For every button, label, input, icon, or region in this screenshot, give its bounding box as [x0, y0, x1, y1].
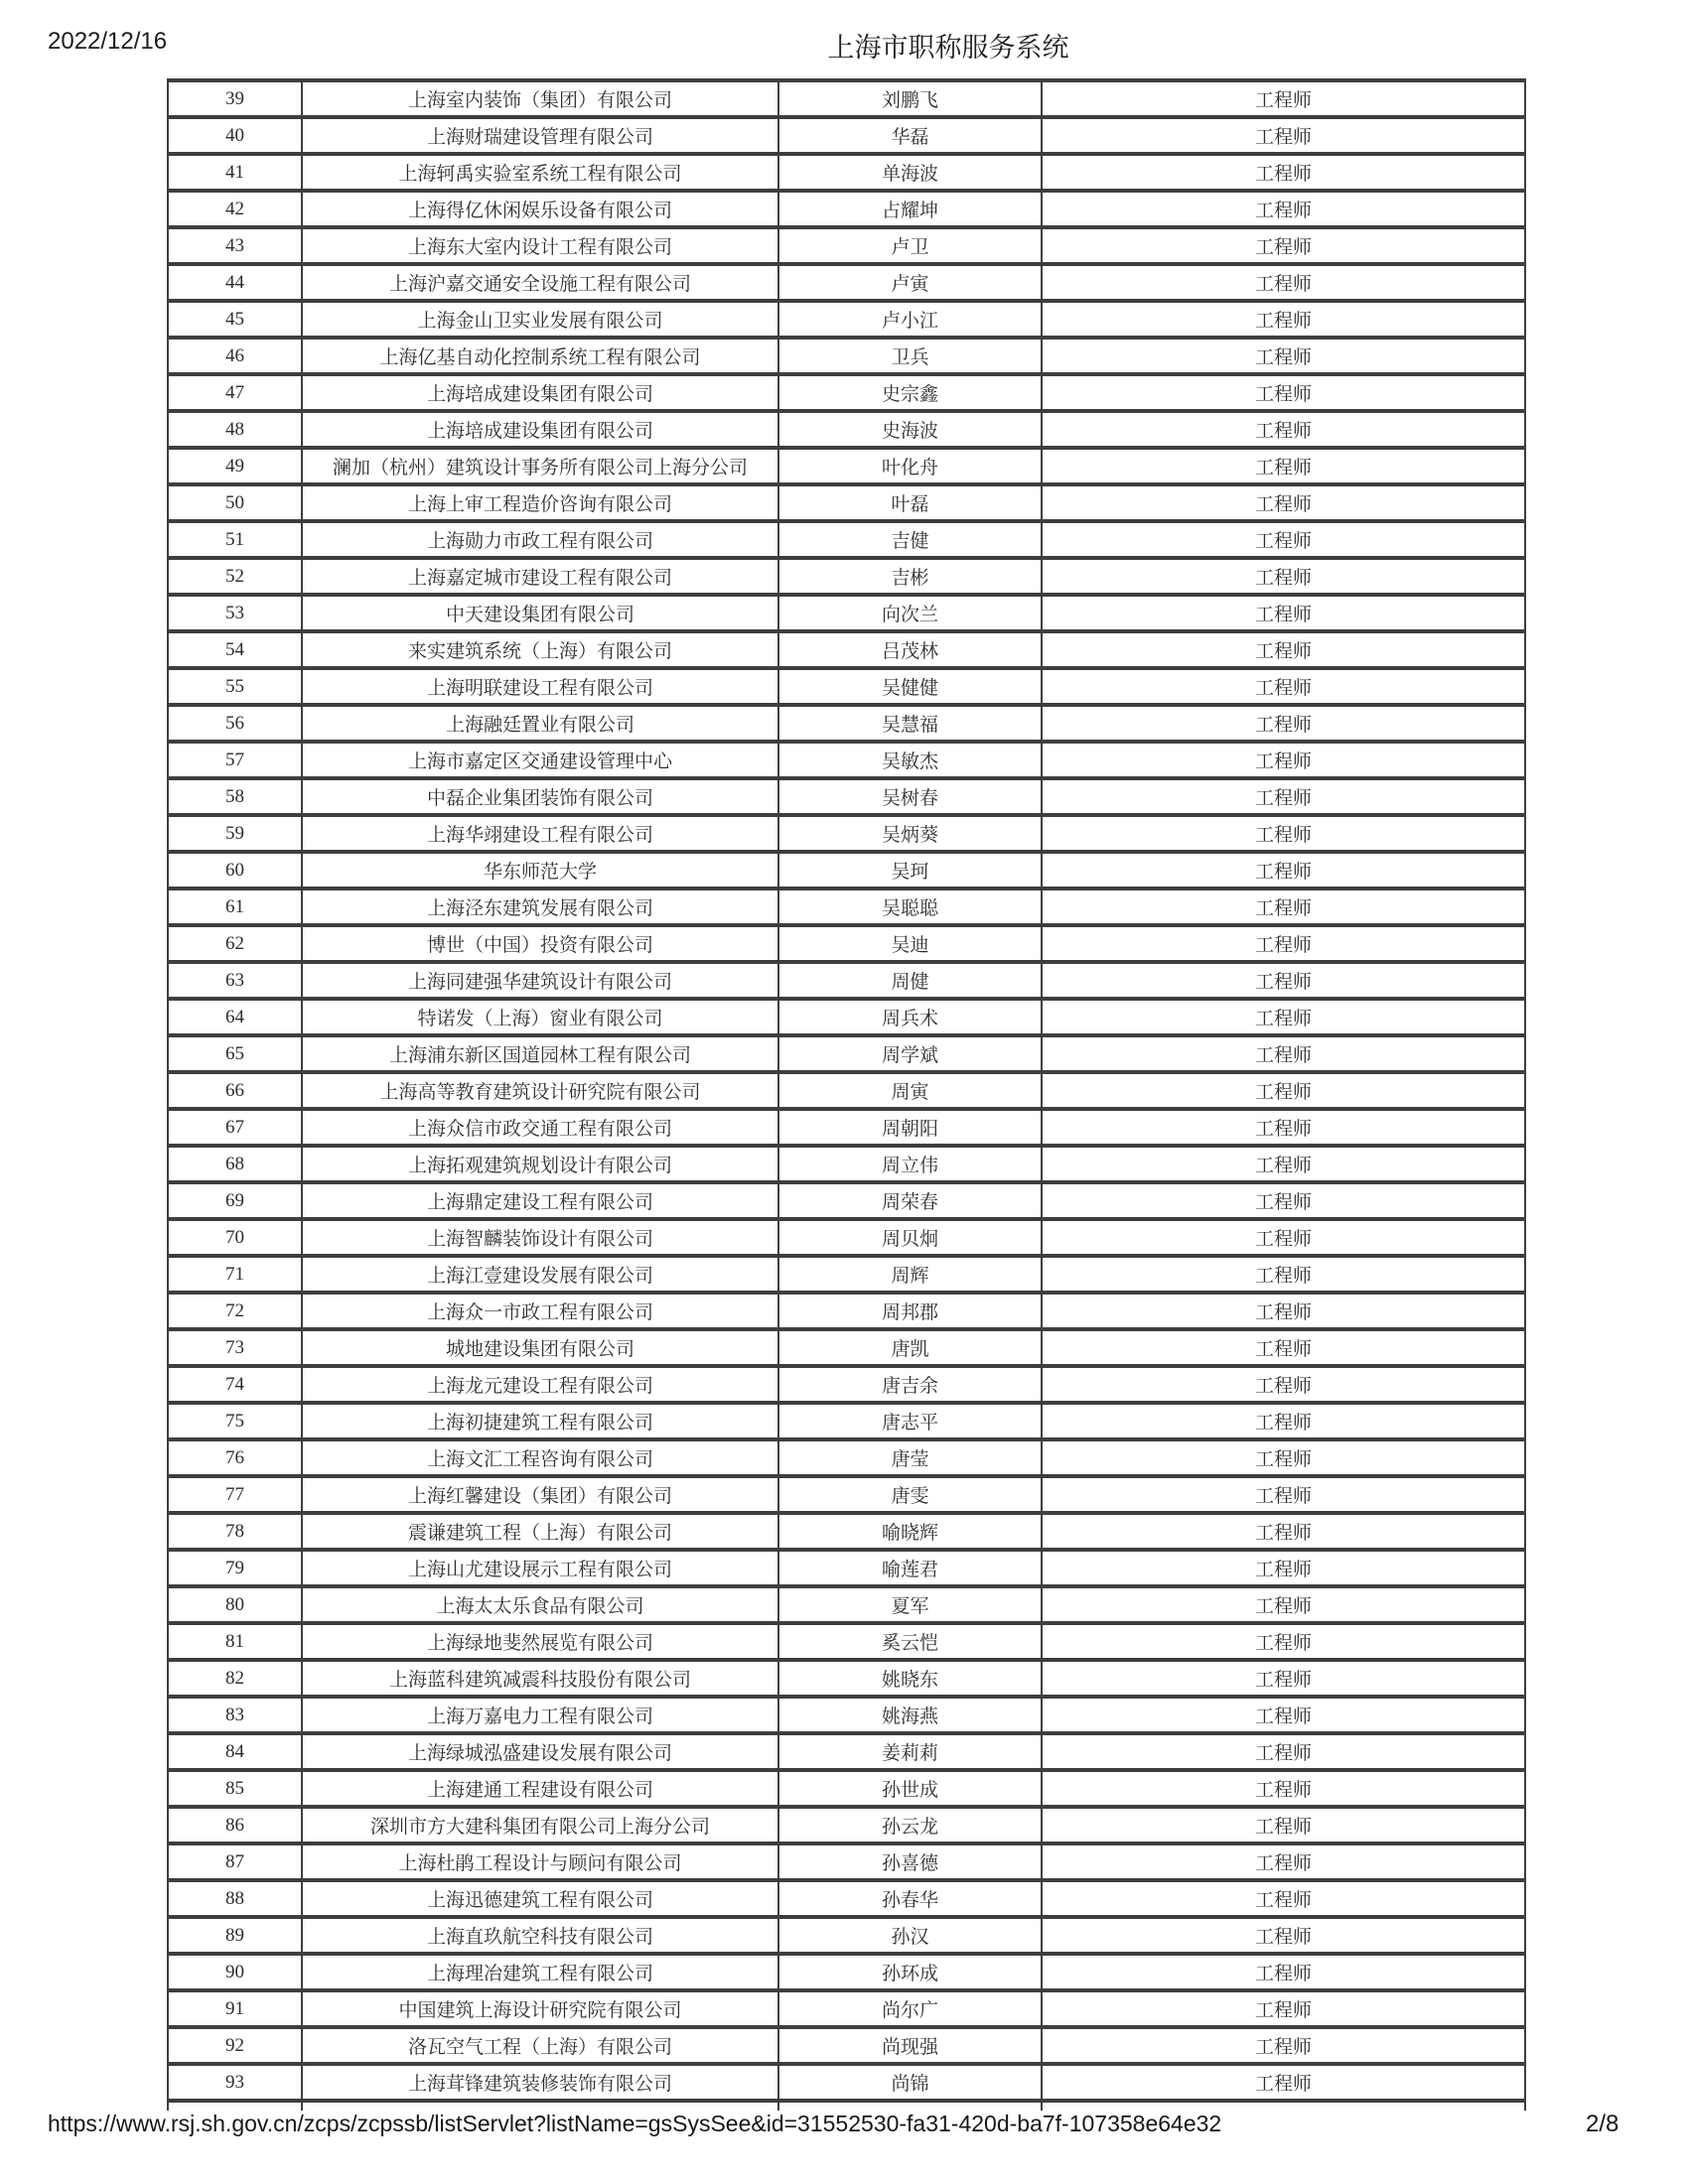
cell-no: 78: [168, 1513, 302, 1550]
cell-name: 卫兵: [778, 338, 1042, 374]
cell-name: 卢寅: [778, 264, 1042, 301]
cell-name: 占耀坤: [778, 191, 1042, 227]
print-footer-page-number: 2/8: [1586, 2111, 1619, 2137]
cell-company: 中天建设集团有限公司: [302, 595, 778, 631]
cell-no: 70: [168, 1219, 302, 1256]
cell-name: 吴慧福: [778, 705, 1042, 742]
cell-no: 55: [168, 668, 302, 705]
table-row: [168, 1329, 1525, 1366]
table-row: [168, 1109, 1525, 1146]
table-row: [168, 558, 1525, 595]
cell-no: 71: [168, 1256, 302, 1293]
cell-no: 40: [168, 117, 302, 154]
cell-company: 上海太太乐食品有限公司: [302, 1586, 778, 1623]
cell-company: 华东师范大学: [302, 852, 778, 888]
table-row: [168, 1513, 1525, 1550]
cell-title: 工程师: [1042, 999, 1525, 1035]
cell-title: 工程师: [1042, 1476, 1525, 1513]
cell-company: 上海轲禹实验室系统工程有限公司: [302, 154, 778, 191]
cell-no: 44: [168, 264, 302, 301]
table-row: [168, 1293, 1525, 1329]
cell-no: 51: [168, 521, 302, 558]
cell-name: 姚晓东: [778, 1660, 1042, 1697]
cell-title: 工程师: [1042, 668, 1525, 705]
cell-company: 上海浦东新区国道园林工程有限公司: [302, 1035, 778, 1072]
table-row: [168, 1660, 1525, 1697]
table-row: [168, 117, 1525, 154]
table-row: [168, 1256, 1525, 1293]
cell-name: 周兵术: [778, 999, 1042, 1035]
cell-empty: [1042, 2101, 1525, 2111]
cell-name: 尚现强: [778, 2027, 1042, 2064]
cell-title: 工程师: [1042, 1954, 1525, 1990]
cell-company: 上海室内装饰（集团）有限公司: [302, 80, 778, 117]
cell-title: 工程师: [1042, 301, 1525, 338]
cell-no: 57: [168, 742, 302, 778]
cell-no: 81: [168, 1623, 302, 1660]
cell-title: 工程师: [1042, 1403, 1525, 1439]
table-row: [168, 631, 1525, 668]
cell-empty: [168, 2101, 302, 2111]
table-row: [168, 301, 1525, 338]
cell-no: 65: [168, 1035, 302, 1072]
cell-title: 工程师: [1042, 521, 1525, 558]
cell-name: 吴珂: [778, 852, 1042, 888]
cell-name: 卢小江: [778, 301, 1042, 338]
table-row: [168, 705, 1525, 742]
cell-company: 上海杜鹃工程设计与顾问有限公司: [302, 1843, 778, 1880]
cell-name: 周学斌: [778, 1035, 1042, 1072]
cell-name: 叶磊: [778, 484, 1042, 521]
cell-name: 姚海燕: [778, 1697, 1042, 1733]
cell-title: 工程师: [1042, 227, 1525, 264]
cell-company: 特诺发（上海）窗业有限公司: [302, 999, 778, 1035]
cell-company: 澜加（杭州）建筑设计事务所有限公司上海分公司: [302, 448, 778, 484]
cell-company: 上海理冶建筑工程有限公司: [302, 1954, 778, 1990]
cell-company: 上海亿基自动化控制系统工程有限公司: [302, 338, 778, 374]
table-row: [168, 1954, 1525, 1990]
table-row: [168, 742, 1525, 778]
cell-no: 80: [168, 1586, 302, 1623]
cell-no: 82: [168, 1660, 302, 1697]
cell-name: 姜莉莉: [778, 1733, 1042, 1770]
table-row: [168, 191, 1525, 227]
cell-no: 46: [168, 338, 302, 374]
cell-company: 来实建筑系统（上海）有限公司: [302, 631, 778, 668]
cell-title: 工程师: [1042, 1256, 1525, 1293]
cell-no: 43: [168, 227, 302, 264]
cell-title: 工程师: [1042, 1843, 1525, 1880]
cell-company: 上海山尤建设展示工程有限公司: [302, 1550, 778, 1586]
cell-company: 上海同建强华建筑设计有限公司: [302, 962, 778, 999]
cell-company: 洛瓦空气工程（上海）有限公司: [302, 2027, 778, 2064]
cell-title: 工程师: [1042, 558, 1525, 595]
cell-name: 孙世成: [778, 1770, 1042, 1807]
table-row: [168, 1182, 1525, 1219]
cell-company: 上海市嘉定区交通建设管理中心: [302, 742, 778, 778]
table-row: [168, 925, 1525, 962]
table-row: [168, 1403, 1525, 1439]
cell-name: 夏军: [778, 1586, 1042, 1623]
cell-no: 54: [168, 631, 302, 668]
table-row: [168, 1586, 1525, 1623]
cell-name: 叶化舟: [778, 448, 1042, 484]
cell-company: 上海东大室内设计工程有限公司: [302, 227, 778, 264]
cell-title: 工程师: [1042, 1182, 1525, 1219]
cell-name: 卢卫: [778, 227, 1042, 264]
cell-name: 史宗鑫: [778, 374, 1042, 411]
table-row: [168, 1880, 1525, 1917]
cell-no: 87: [168, 1843, 302, 1880]
cell-name: 向次兰: [778, 595, 1042, 631]
cell-name: 单海波: [778, 154, 1042, 191]
cell-company: 上海茸锋建筑装修装饰有限公司: [302, 2064, 778, 2101]
cell-company: 上海华翊建设工程有限公司: [302, 815, 778, 852]
cell-name: 吴健健: [778, 668, 1042, 705]
cell-company: 上海江壹建设发展有限公司: [302, 1256, 778, 1293]
cell-name: 孙喜德: [778, 1843, 1042, 1880]
cell-title: 工程师: [1042, 1293, 1525, 1329]
cell-title: 工程师: [1042, 1109, 1525, 1146]
cell-name: 华磊: [778, 117, 1042, 154]
cell-company: 上海初捷建筑工程有限公司: [302, 1403, 778, 1439]
cell-no: 42: [168, 191, 302, 227]
cell-name: 吴聪聪: [778, 888, 1042, 925]
table-row: [168, 1035, 1525, 1072]
table-row: [168, 154, 1525, 191]
cell-name: 唐吉余: [778, 1366, 1042, 1403]
cell-title: 工程师: [1042, 1439, 1525, 1476]
cell-name: 吉彬: [778, 558, 1042, 595]
cell-title: 工程师: [1042, 888, 1525, 925]
cell-title: 工程师: [1042, 411, 1525, 448]
cell-name: 孙云龙: [778, 1807, 1042, 1843]
cell-no: 58: [168, 778, 302, 815]
table-row: [168, 1843, 1525, 1880]
cell-name: 吕茂林: [778, 631, 1042, 668]
table-row: [168, 227, 1525, 264]
cell-name: 周立伟: [778, 1146, 1042, 1182]
table-row-partial: [168, 2101, 1525, 2111]
cell-company: 上海泾东建筑发展有限公司: [302, 888, 778, 925]
cell-company: 博世（中国）投资有限公司: [302, 925, 778, 962]
cell-company: 上海众信市政交通工程有限公司: [302, 1109, 778, 1146]
cell-company: 上海财瑞建设管理有限公司: [302, 117, 778, 154]
cell-company: 深圳市方大建科集团有限公司上海分公司: [302, 1807, 778, 1843]
cell-title: 工程师: [1042, 1880, 1525, 1917]
cell-name: 吴迪: [778, 925, 1042, 962]
table-row: [168, 1072, 1525, 1109]
cell-company: 上海绿城泓盛建设发展有限公司: [302, 1733, 778, 1770]
cell-no: 76: [168, 1439, 302, 1476]
table-row: [168, 484, 1525, 521]
cell-name: 奚云恺: [778, 1623, 1042, 1660]
table-row: [168, 1623, 1525, 1660]
roster-table-container: [167, 78, 1527, 2111]
cell-no: 52: [168, 558, 302, 595]
cell-name: 唐雯: [778, 1476, 1042, 1513]
cell-no: 77: [168, 1476, 302, 1513]
cell-no: 63: [168, 962, 302, 999]
table-row: [168, 2064, 1525, 2101]
cell-title: 工程师: [1042, 484, 1525, 521]
cell-title: 工程师: [1042, 852, 1525, 888]
cell-name: 周寅: [778, 1072, 1042, 1109]
cell-company: 上海鼎定建设工程有限公司: [302, 1182, 778, 1219]
title-table-body: [168, 80, 1525, 2111]
print-footer-url: https://www.rsj.sh.gov.cn/zcps/zcpssb/listServlet?listName=gsSysSee&id=31552530-fa31-420d-ba7f-107358e64e32: [48, 2111, 1222, 2136]
cell-no: 41: [168, 154, 302, 191]
cell-no: 47: [168, 374, 302, 411]
cell-company: 上海勋力市政工程有限公司: [302, 521, 778, 558]
cell-no: 74: [168, 1366, 302, 1403]
cell-title: 工程师: [1042, 1586, 1525, 1623]
cell-title: 工程师: [1042, 705, 1525, 742]
cell-company: 上海金山卫实业发展有限公司: [302, 301, 778, 338]
cell-no: 88: [168, 1880, 302, 1917]
cell-no: 61: [168, 888, 302, 925]
cell-title: 工程师: [1042, 264, 1525, 301]
cell-name: 尚尔广: [778, 1990, 1042, 2027]
cell-company: 上海绿地斐然展览有限公司: [302, 1623, 778, 1660]
table-row: [168, 2027, 1525, 2064]
cell-name: 孙春华: [778, 1880, 1042, 1917]
cell-no: 85: [168, 1770, 302, 1807]
cell-company: 上海直玖航空科技有限公司: [302, 1917, 778, 1954]
table-row: [168, 338, 1525, 374]
cell-title: 工程师: [1042, 1072, 1525, 1109]
cell-no: 83: [168, 1697, 302, 1733]
cell-title: 工程师: [1042, 2027, 1525, 2064]
cell-title: 工程师: [1042, 925, 1525, 962]
cell-company: 上海培成建设集团有限公司: [302, 374, 778, 411]
cell-no: 64: [168, 999, 302, 1035]
cell-no: 50: [168, 484, 302, 521]
cell-title: 工程师: [1042, 962, 1525, 999]
cell-no: 39: [168, 80, 302, 117]
cell-company: 上海沪嘉交通安全设施工程有限公司: [302, 264, 778, 301]
cell-title: 工程师: [1042, 2064, 1525, 2101]
table-row: [168, 595, 1525, 631]
cell-name: 周贝炯: [778, 1219, 1042, 1256]
cell-company: 中国建筑上海设计研究院有限公司: [302, 1990, 778, 2027]
cell-title: 工程师: [1042, 80, 1525, 117]
cell-name: 周邦郡: [778, 1293, 1042, 1329]
table-row: [168, 1770, 1525, 1807]
cell-company: 上海蓝科建筑减震科技股份有限公司: [302, 1660, 778, 1697]
cell-empty: [302, 2101, 778, 2111]
cell-name: 周辉: [778, 1256, 1042, 1293]
cell-name: 尚锦: [778, 2064, 1042, 2101]
cell-no: 49: [168, 448, 302, 484]
table-row: [168, 999, 1525, 1035]
cell-title: 工程师: [1042, 778, 1525, 815]
table-row: [168, 374, 1525, 411]
cell-name: 吴炳葵: [778, 815, 1042, 852]
cell-title: 工程师: [1042, 1660, 1525, 1697]
cell-no: 53: [168, 595, 302, 631]
cell-company: 上海万嘉电力工程有限公司: [302, 1697, 778, 1733]
cell-title: 工程师: [1042, 1329, 1525, 1366]
cell-company: 上海融廷置业有限公司: [302, 705, 778, 742]
table-row: [168, 264, 1525, 301]
cell-no: 60: [168, 852, 302, 888]
cell-title: 工程师: [1042, 815, 1525, 852]
cell-name: 史海波: [778, 411, 1042, 448]
cell-no: 59: [168, 815, 302, 852]
cell-no: 45: [168, 301, 302, 338]
title-roster-table: [167, 78, 1526, 2111]
cell-title: 工程师: [1042, 191, 1525, 227]
cell-company: 上海上审工程造价咨询有限公司: [302, 484, 778, 521]
cell-title: 工程师: [1042, 1513, 1525, 1550]
table-row: [168, 1807, 1525, 1843]
table-row: [168, 778, 1525, 815]
cell-no: 84: [168, 1733, 302, 1770]
table-row: [168, 1733, 1525, 1770]
cell-company: 上海红馨建设（集团）有限公司: [302, 1476, 778, 1513]
cell-company: 上海高等教育建筑设计研究院有限公司: [302, 1072, 778, 1109]
cell-title: 工程师: [1042, 154, 1525, 191]
cell-name: 唐莹: [778, 1439, 1042, 1476]
cell-title: 工程师: [1042, 1807, 1525, 1843]
cell-name: 刘鹏飞: [778, 80, 1042, 117]
table-row: [168, 80, 1525, 117]
cell-company: 上海龙元建设工程有限公司: [302, 1366, 778, 1403]
cell-company: 上海明联建设工程有限公司: [302, 668, 778, 705]
table-row: [168, 521, 1525, 558]
cell-title: 工程师: [1042, 1733, 1525, 1770]
cell-title: 工程师: [1042, 1990, 1525, 2027]
cell-company: 中磊企业集团装饰有限公司: [302, 778, 778, 815]
cell-company: 上海智麟装饰设计有限公司: [302, 1219, 778, 1256]
cell-no: 91: [168, 1990, 302, 2027]
cell-no: 79: [168, 1550, 302, 1586]
cell-name: 吉健: [778, 521, 1042, 558]
cell-title: 工程师: [1042, 1035, 1525, 1072]
cell-title: 工程师: [1042, 374, 1525, 411]
cell-title: 工程师: [1042, 742, 1525, 778]
cell-name: 吴树春: [778, 778, 1042, 815]
table-row: [168, 1146, 1525, 1182]
cell-no: 73: [168, 1329, 302, 1366]
cell-company: 上海培成建设集团有限公司: [302, 411, 778, 448]
cell-title: 工程师: [1042, 1219, 1525, 1256]
cell-company: 震谦建筑工程（上海）有限公司: [302, 1513, 778, 1550]
table-row: [168, 1439, 1525, 1476]
table-row: [168, 411, 1525, 448]
cell-company: 上海文汇工程咨询有限公司: [302, 1439, 778, 1476]
table-row: [168, 815, 1525, 852]
cell-title: 工程师: [1042, 1697, 1525, 1733]
cell-title: 工程师: [1042, 1770, 1525, 1807]
cell-title: 工程师: [1042, 1146, 1525, 1182]
table-row: [168, 1219, 1525, 1256]
cell-name: 喻莲君: [778, 1550, 1042, 1586]
cell-company: 上海建通工程建设有限公司: [302, 1770, 778, 1807]
cell-no: 75: [168, 1403, 302, 1439]
table-row: [168, 448, 1525, 484]
table-row: [168, 1476, 1525, 1513]
cell-no: 93: [168, 2064, 302, 2101]
table-row: [168, 1917, 1525, 1954]
cell-name: 孙环成: [778, 1954, 1042, 1990]
print-header-date: 2022/12/16: [48, 28, 168, 55]
cell-company: 上海众一市政工程有限公司: [302, 1293, 778, 1329]
cell-no: 68: [168, 1146, 302, 1182]
cell-name: 唐志平: [778, 1403, 1042, 1439]
page-title: 上海市职称服务系统: [827, 33, 1069, 63]
cell-company: 上海拓观建筑规划设计有限公司: [302, 1146, 778, 1182]
cell-title: 工程师: [1042, 117, 1525, 154]
cell-title: 工程师: [1042, 1550, 1525, 1586]
cell-title: 工程师: [1042, 595, 1525, 631]
table-row: [168, 1550, 1525, 1586]
cell-name: 喻晓辉: [778, 1513, 1042, 1550]
table-row: [168, 668, 1525, 705]
cell-name: 周朝阳: [778, 1109, 1042, 1146]
cell-title: 工程师: [1042, 338, 1525, 374]
cell-title: 工程师: [1042, 1366, 1525, 1403]
table-row: [168, 1697, 1525, 1733]
cell-name: 唐凯: [778, 1329, 1042, 1366]
cell-title: 工程师: [1042, 448, 1525, 484]
cell-no: 72: [168, 1293, 302, 1329]
table-row: [168, 888, 1525, 925]
cell-name: 吴敏杰: [778, 742, 1042, 778]
cell-no: 89: [168, 1917, 302, 1954]
table-row: [168, 852, 1525, 888]
table-row: [168, 962, 1525, 999]
cell-name: 周荣春: [778, 1182, 1042, 1219]
cell-name: 周健: [778, 962, 1042, 999]
cell-title: 工程师: [1042, 1623, 1525, 1660]
cell-title: 工程师: [1042, 1917, 1525, 1954]
table-row: [168, 1990, 1525, 2027]
cell-no: 62: [168, 925, 302, 962]
cell-company: 上海嘉定城市建设工程有限公司: [302, 558, 778, 595]
cell-no: 69: [168, 1182, 302, 1219]
cell-title: 工程师: [1042, 631, 1525, 668]
cell-no: 92: [168, 2027, 302, 2064]
cell-no: 90: [168, 1954, 302, 1990]
cell-company: 上海得亿休闲娱乐设备有限公司: [302, 191, 778, 227]
cell-no: 56: [168, 705, 302, 742]
cell-no: 48: [168, 411, 302, 448]
cell-no: 66: [168, 1072, 302, 1109]
cell-company: 上海迅德建筑工程有限公司: [302, 1880, 778, 1917]
table-row: [168, 1366, 1525, 1403]
cell-company: 城地建设集团有限公司: [302, 1329, 778, 1366]
cell-name: 孙汉: [778, 1917, 1042, 1954]
cell-no: 86: [168, 1807, 302, 1843]
cell-empty: [778, 2101, 1042, 2111]
cell-no: 67: [168, 1109, 302, 1146]
